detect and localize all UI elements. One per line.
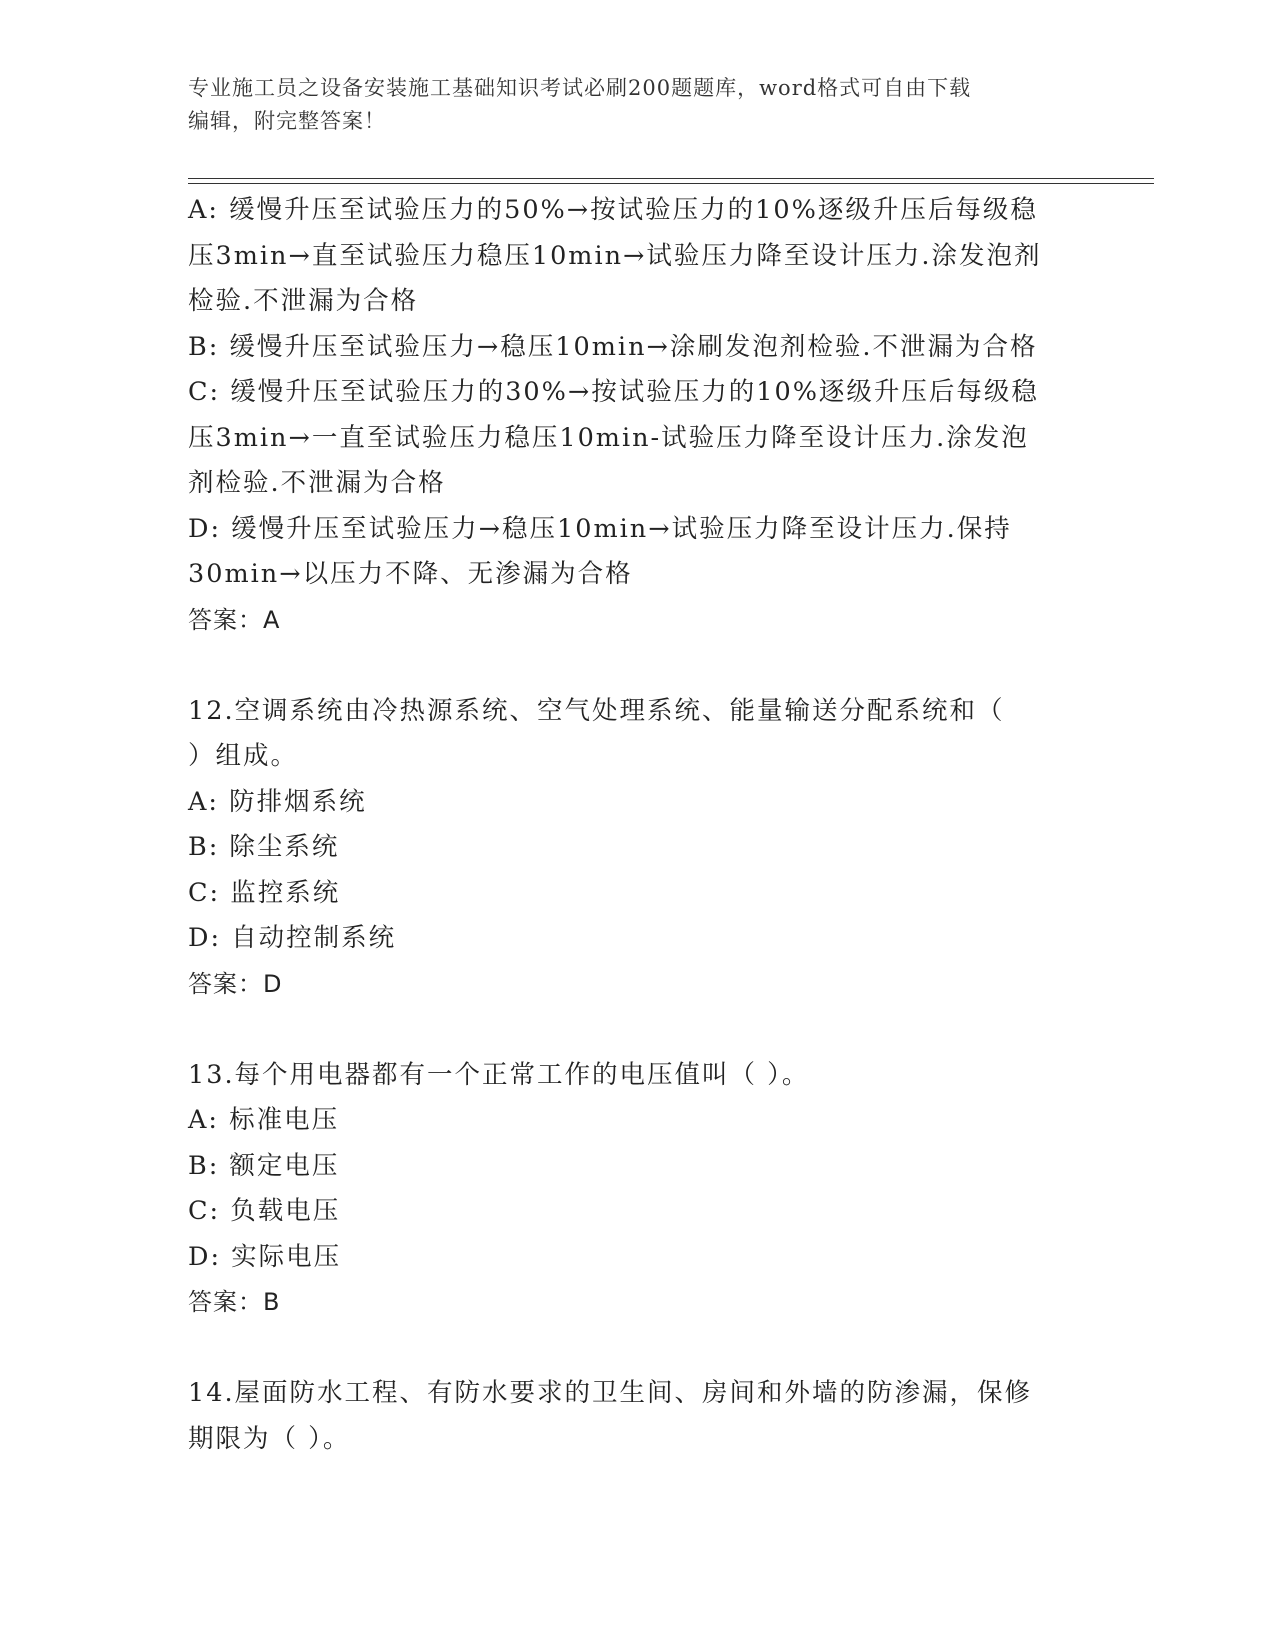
question-stem: 13.每个用电器都有一个正常工作的电压值叫（ ）。 [188,1059,810,1090]
header-divider-top [188,178,1154,179]
option-d: D: 实际电压 [188,1241,342,1272]
option-a: A: 标准电压 [188,1105,340,1135]
answer: 答案：D [188,969,283,998]
option-a-line: 压3min→直至试验压力稳压10min→试验压力降至设计压力.涂发泡剂 [188,240,1042,271]
answer: 答案：A [188,605,281,634]
question-stem-line: 12.空调系统由冷热源系统、空气处理系统、能量输送分配系统和（ [188,695,1005,726]
question-12 [188,689,1088,1008]
question-content [188,188,1088,1462]
option-d-line: 30min→以压力不降、无渗漏为合格 [188,559,633,589]
option-c: C: 负载电压 [188,1196,341,1226]
option-b: B: 额定电压 [188,1150,340,1181]
document-header [188,72,1088,138]
option-c-line: 剂检验.不泄漏为合格 [188,468,446,498]
question-stem-line: 期限为（ ）。 [188,1423,351,1454]
option-c-line: 压3min→一直至试验压力稳压10min-试验压力降至设计压力.涂发泡 [188,422,1029,453]
answer: 答案：B [188,1288,281,1316]
question-stem-line: 14.屋面防水工程、有防水要求的卫生间、房间和外墙的防渗漏，保修 [188,1378,1033,1408]
option-b: B: 缓慢升压至试验压力→稳压10min→涂刷发泡剂检验.不泄漏为合格 [188,331,1038,362]
question-13 [188,1053,1088,1326]
spacer [188,643,1088,689]
option-d: D: 自动控制系统 [188,923,397,953]
option-a: A: 防排烟系统 [188,786,367,817]
option-d-line: D: 缓慢升压至试验压力→稳压10min→试验压力降至设计压力.保持 [188,513,1012,544]
option-c: C: 监控系统 [188,877,341,908]
question-11 [188,188,1088,643]
spacer [188,1326,1088,1372]
header-line-1: 专业施工员之设备安装施工基础知识考试必刷200题题库，word格式可自由下载 [188,76,972,100]
header-line-2: 编辑，附完整答案！ [188,109,386,133]
option-a-line: A: 缓慢升压至试验压力的50%→按试验压力的10%逐级升压后每级稳 [188,195,1038,225]
question-14 [188,1371,1088,1462]
spacer [188,1007,1088,1053]
option-a-line: 检验.不泄漏为合格 [188,286,419,316]
option-b: B: 除尘系统 [188,832,340,862]
option-c-line: C: 缓慢升压至试验压力的30%→按试验压力的10%逐级升压后每级稳 [188,377,1039,407]
question-stem-line: ）组成。 [188,741,299,771]
header-divider-bottom [188,183,1154,184]
